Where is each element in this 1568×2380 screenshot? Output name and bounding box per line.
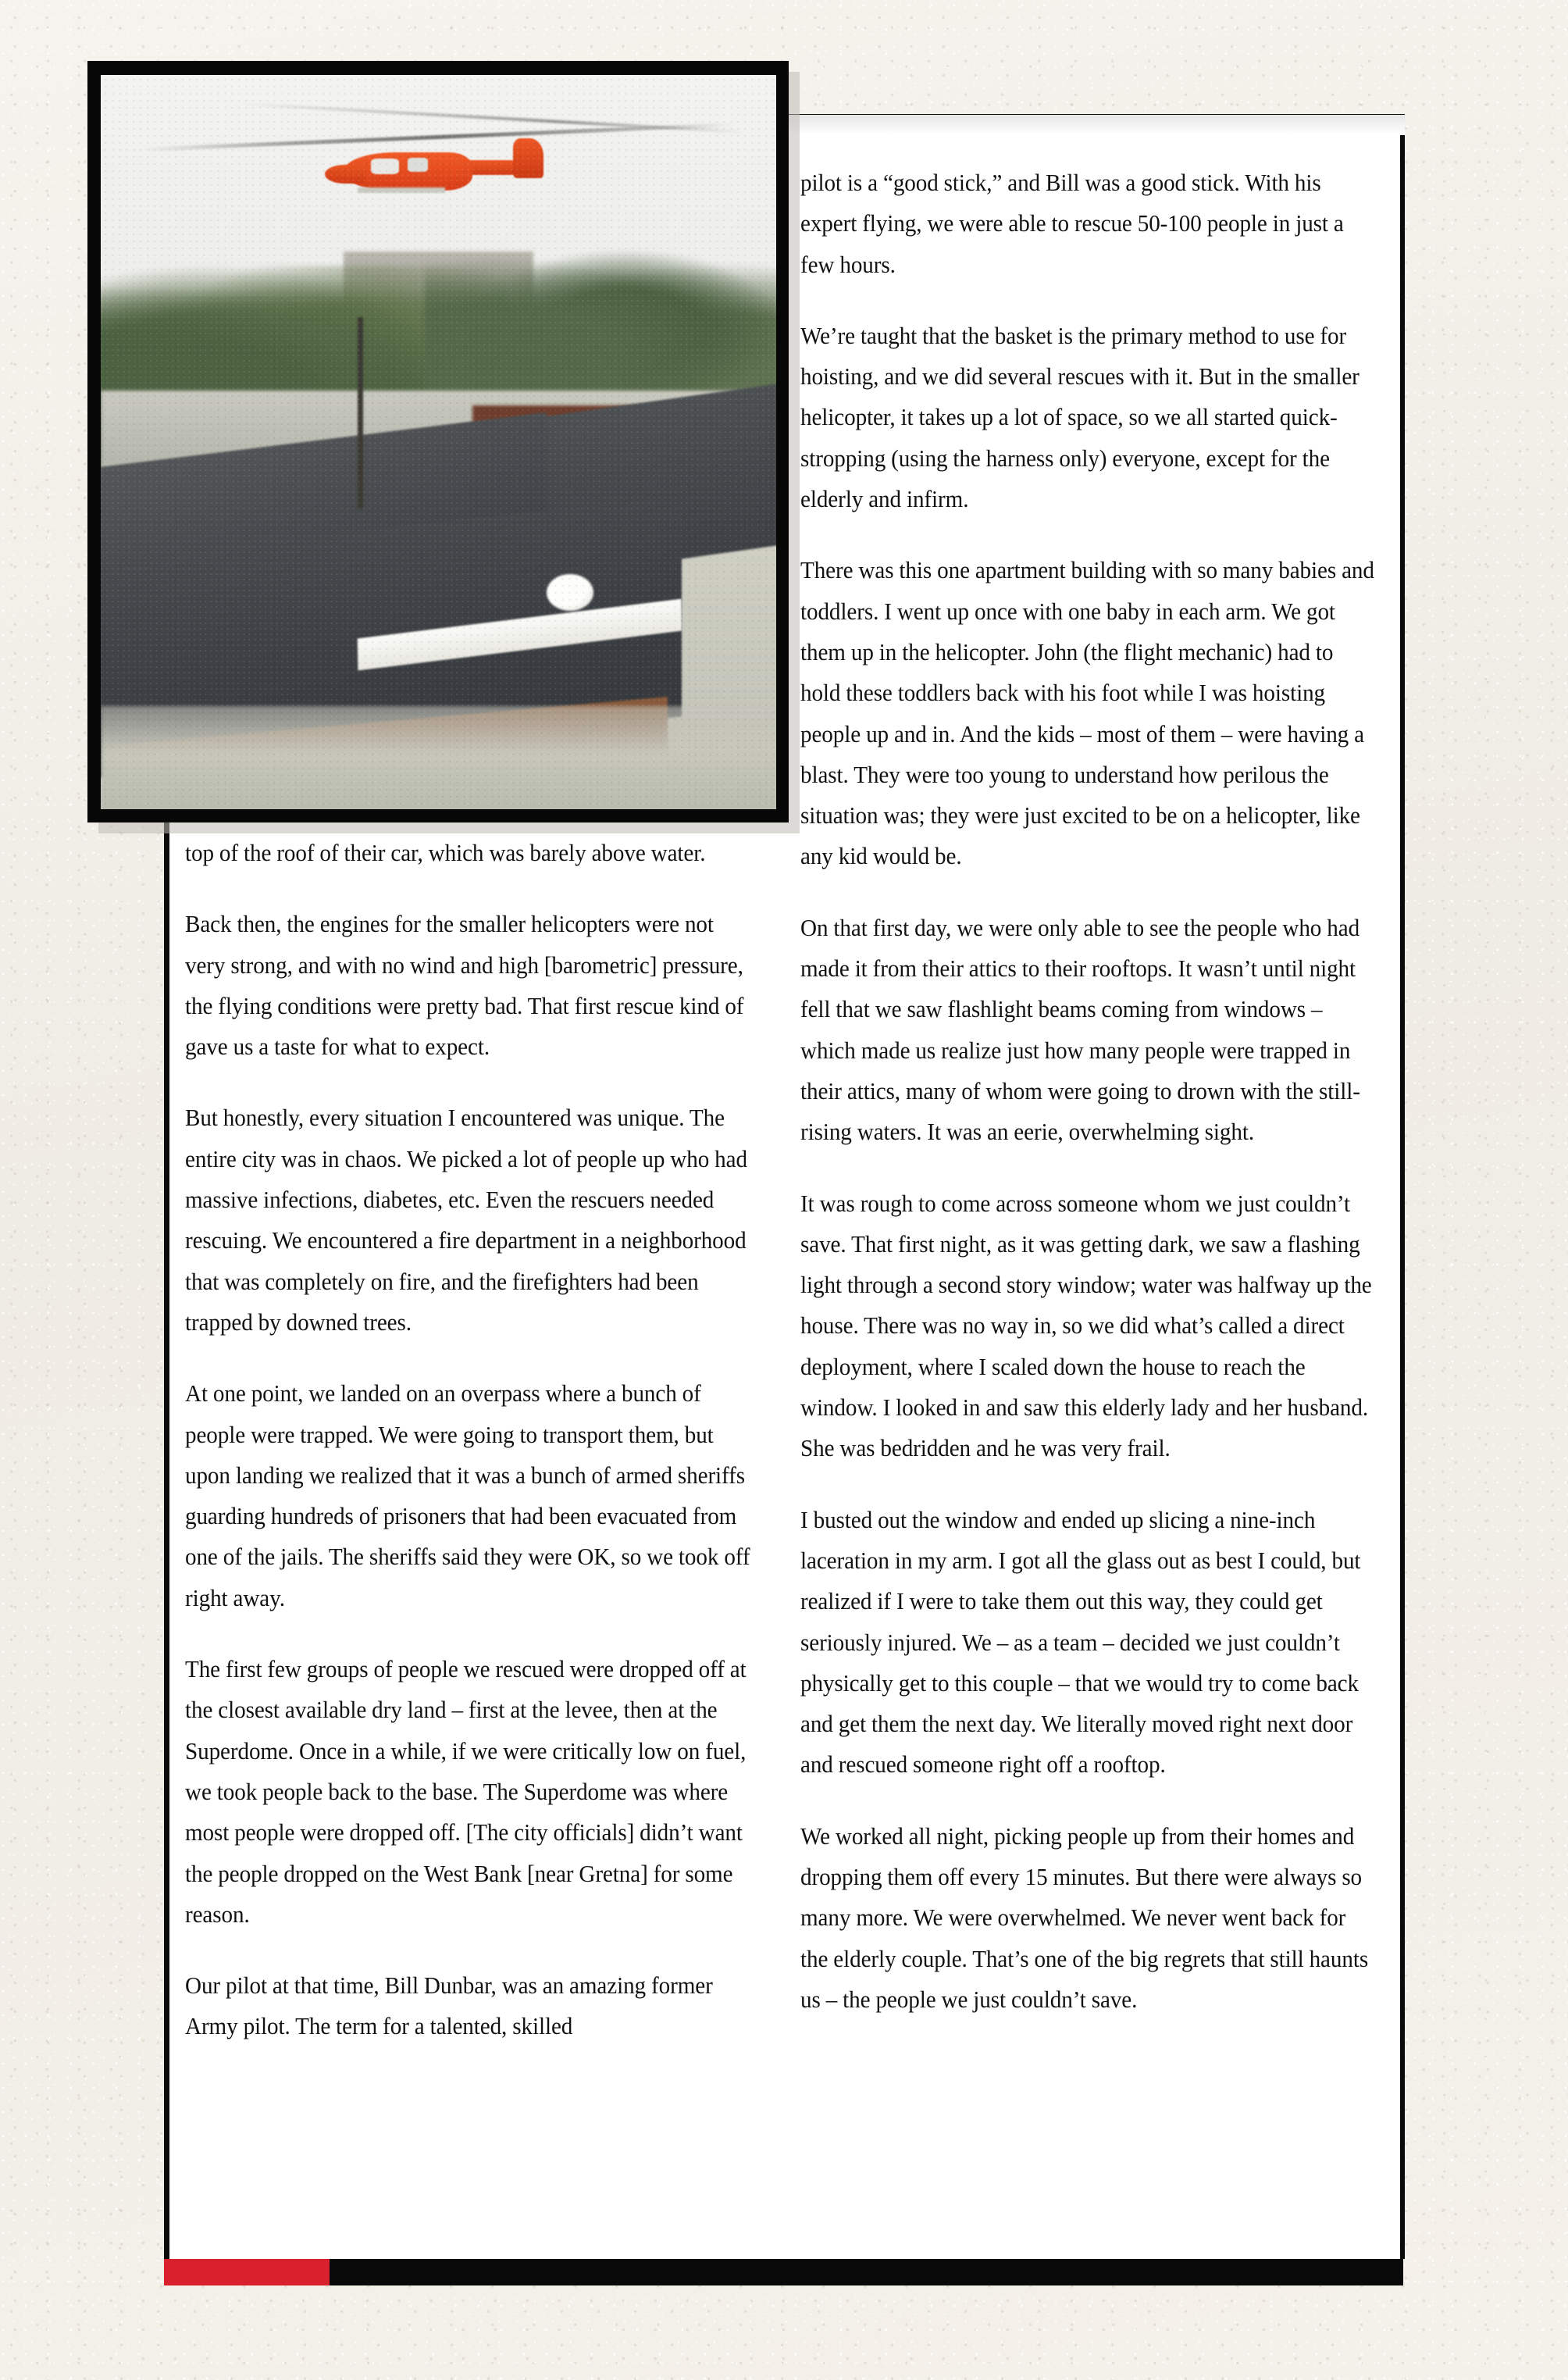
text-column-left [185, 833, 779, 2047]
paragraph: The first few groups of people we rescued were dropped off at the closest available dry land – first at the levee, then at the Superdome. Once in a while, if we were critically low on fuel, we took people back to the base. The Superdome was where most people were dropped off. [The city officials] didn’t want the people dropped on the West Bank [near Gretna] for some reason. [185, 1656, 747, 1928]
paragraph: At one point, we landed on an overpass where a bunch of people were trapped. We were going to transport them, but upon landing we realized that it was a bunch of armed sheriffs guarding hundreds of prisoners that had been evacuated from one of the jails. The sheriffs said they were OK, so we took off right away. [185, 1380, 750, 1611]
photo-image [101, 75, 776, 809]
paragraph: We worked all night, picking people up from their homes and dropping them off every 15 minutes. But there were always so many more. We were overwhelmed. We never went back for the elderly couple. That’s one of the big regrets that still haunts us – the people we just couldn’t save. [800, 1822, 1369, 2013]
paragraph: But honestly, every situation I encountered was unique. The entire city was in chaos. We picked a lot of people up who had massive infections, diabetes, etc. Even the rescuers needed rescuing. We encountered a fire department in a neighborhood that was completely on fire, and the firefighters had been trapped by downed trees. [185, 1104, 747, 1336]
paragraph: Back then, the engines for the smaller helicopters were not very strong, and with no wind and high [barometric] pressure, the flying conditions were pretty bad. That first rescue kind of gave us a taste for what to expect. [185, 911, 744, 1061]
paragraph: We’re taught that the basket is the primary method to use for hoisting, and we did several rescues with it. But in the smaller helicopter, it takes up a lot of space, so we all started quick-stropping (using the harness only) everyone, except for the elderly and infirm. [800, 322, 1360, 513]
photo-helicopter-skid [358, 187, 445, 194]
photo-helicopter-window-rear [408, 158, 428, 172]
footer-rule-red-segment [164, 2259, 330, 2285]
photo-helicopter-tailfin [513, 138, 544, 178]
text-column-right [800, 162, 1402, 2020]
paragraph: It was rough to come across someone whom we just couldn’t save. That first night, as it was getting dark, we saw a flashing light through a second story window; water was halfway up the house. There was no way in, so we did what’s called a direct deployment, where I scaled down the house to reach the window. I looked in and saw this elderly lady and her husband. She was bedridden and he was very frail. [800, 1190, 1372, 1462]
paragraph: Our pilot at that time, Bill Dunbar, was an amazing former Army pilot. The term for a talented, skilled [185, 1972, 713, 2040]
photo-helicopter-window-front [371, 159, 399, 174]
paragraph: top of the roof of their car, which was barely above water. [185, 840, 706, 866]
article-photo [87, 61, 789, 822]
photo-utility-pole [358, 317, 364, 508]
footer-rule [164, 2259, 1403, 2285]
paragraph: pilot is a “good stick,” and Bill was a good stick. With his expert flying, we were able to rescue 50-100 people in just a few hours. [800, 169, 1344, 278]
photo-floodwater [101, 706, 776, 809]
photo-helicopter-nose [325, 165, 365, 184]
paragraph: On that first day, we were only able to see the people who had made it from their attics to their rooftops. It wasn’t until night fell that we saw flashlight beams coming from windows – which made us realize just how many people were trapped in their attics, many of whom were going to drown with the still-rising waters. It was an eerie, overwhelming sight. [800, 914, 1360, 1146]
footer-rule-black-segment [330, 2259, 1403, 2285]
paragraph: There was this one apartment building with so many babies and toddlers. I went up once with one baby in each arm. We got them up in the helicopter. John (the flight mechanic) had to hold these toddlers back with his foot while I was hoisting people up and in. And the kids – most of them – were having a blast. They were too young to understand how perilous the situation was; they were just excited to be on a helicopter, like any kid would be. [800, 557, 1374, 870]
paragraph: I busted out the window and ended up slicing a nine-inch laceration in my arm. I got all the glass out as best I could, but realized if I were to take them out this way, they could get seriously injured. We – as a team – decided we just couldn’t physically get to this couple – that we would try to come back and get them the next day. We literally moved right next door and rescued someone right off a rooftop. [800, 1506, 1361, 1779]
